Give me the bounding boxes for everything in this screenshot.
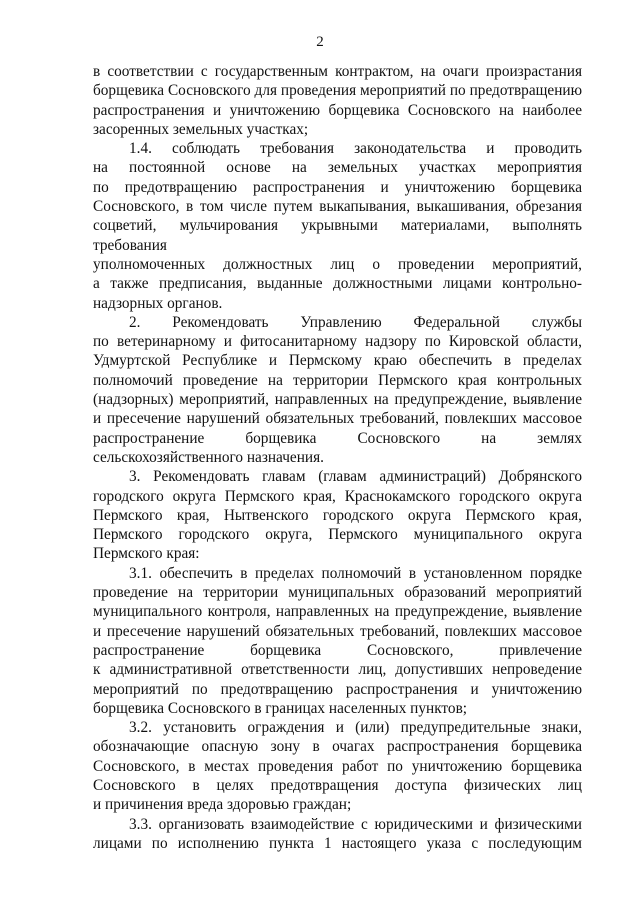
paragraph-3-2 [93, 718, 582, 814]
text-line: (надзорных) мероприятий, направленных на предупреждение, выявление [93, 391, 582, 409]
paragraph-3-3 [93, 815, 582, 854]
text-line: 3. Рекомендовать главам (главам администраций) Добрянского [129, 468, 582, 486]
text-line: Сосновского, в том числе путем выкапывания, выкашивания, обрезания [93, 198, 582, 216]
text-line: на постоянной основе на земельных участках мероприятия [93, 159, 582, 177]
text-line: и пресечение нарушений обязательных требований, повлекших массовое [93, 410, 582, 428]
text-line: а также предписания, выданные должностными лицами контрольно- [93, 275, 582, 293]
text-line: и пресечение нарушений обязательных требований, повлекших массовое [93, 622, 582, 640]
text-line: распространения и уничтожению борщевика Сосновского на наиболее [93, 101, 582, 119]
text-line: Пермского края, Нытвенского городского округа Пермского края, [93, 506, 582, 524]
text-line: 3.1. обеспечить в пределах полномочий в установленном порядке [129, 564, 582, 582]
text-line: 3.3. организовать взаимодействие с юридическими и физическими [129, 815, 582, 833]
paragraph-1-4 [93, 139, 582, 313]
text-line: Удмуртской Республике и Пермскому краю обеспечить в пределах [93, 352, 582, 370]
text-line: городского округа Пермского края, Краснокамского городского округа [93, 487, 582, 505]
text-line: уполномоченных должностных лиц о проведении мероприятий, [93, 255, 582, 273]
text-line: Пермского городского округа, Пермского муниципального округа [93, 526, 582, 544]
text-line: Пермского края: [93, 545, 200, 563]
text-line: мероприятий по предотвращению распространения и уничтожению [93, 680, 582, 698]
document-body [93, 62, 582, 853]
text-line: лицами по исполнению пункта 1 настоящего указа с последующим [93, 834, 582, 852]
text-line: проведение на территории муниципальных образований мероприятий [93, 584, 582, 602]
text-line: Сосновского в целях предотвращения доступа физических лиц [93, 776, 582, 794]
text-line: борщевика Сосновского для проведения мероприятий по предотвращению [93, 82, 582, 100]
text-line: муниципального контроля, направленных на предупреждение, выявление [93, 603, 582, 621]
text-line: по ветеринарному и фитосанитарному надзору по Кировской области, [93, 333, 582, 351]
text-line: по предотвращению распространения и уничтожению борщевика [93, 178, 582, 196]
text-line: обозначающие опасную зону в очагах распространения борщевика [93, 738, 582, 756]
text-line: Сосновского, в местах проведения работ по уничтожению борщевика [93, 757, 582, 775]
text-line: в соответствии с государственным контрактом, на очаги произрастания [93, 63, 582, 80]
text-line: засоренных земельных участках; [93, 120, 309, 138]
text-line: 3.2. установить ограждения и (или) предупредительные знаки, [129, 719, 582, 737]
text-line: надзорных органов. [93, 294, 223, 312]
text-line: сельскохозяйственного назначения. [93, 448, 324, 466]
text-line: соцветий, мульчирования укрывными материалами, выполнять требования [93, 217, 582, 254]
text-line: распространение борщевика Сосновского, привлечение [93, 641, 582, 659]
text-line: борщевика Сосновского в границах населенных пунктов; [93, 699, 468, 717]
text-line: к административной ответственности лиц, допустивших непроведение [93, 661, 582, 679]
text-line: и причинения вреда здоровью граждан; [93, 796, 352, 814]
paragraph-2 [93, 313, 582, 467]
text-line: распространение борщевика Сосновского на землях [93, 429, 582, 447]
paragraph-3-1 [93, 564, 582, 718]
text-line: 2. Рекомендовать Управлению Федеральной службы [129, 313, 582, 331]
text-line: полномочий проведение на территории Пермского края контрольных [93, 371, 582, 389]
text-line: 1.4. соблюдать требования законодательства и проводить [129, 140, 582, 158]
page-number: 2 [316, 34, 324, 50]
paragraph-continuation [93, 62, 582, 139]
paragraph-3 [93, 467, 582, 563]
